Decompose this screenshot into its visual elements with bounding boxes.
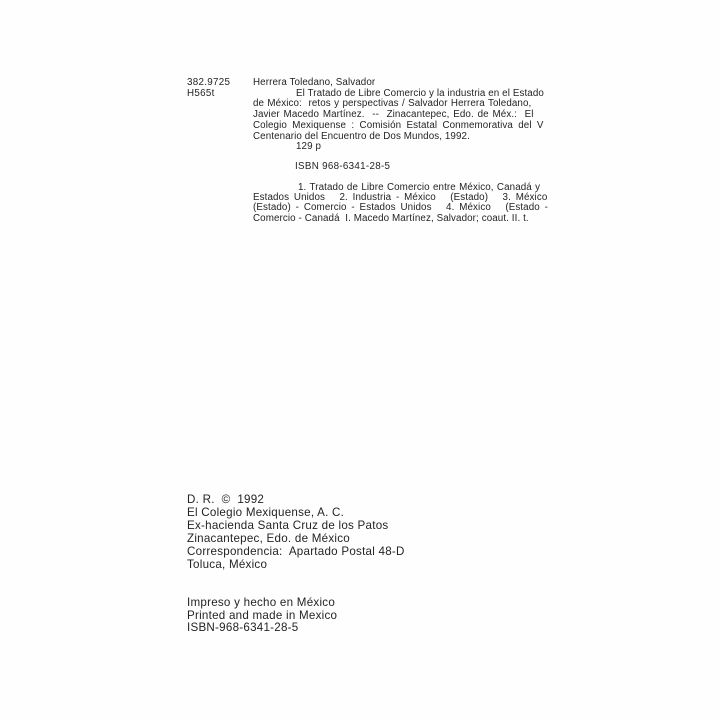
- subject-line: Estados Unidos 2. Industria - México (Estado) 3. México: [253, 192, 548, 204]
- publisher-line: El Colegio Mexiquense, A. C.: [187, 506, 345, 520]
- title-line: Colegio Mexiquense : Comisión Estatal Conmemorativa del V: [253, 119, 544, 131]
- subject-line: (Estado) - Comercio - Estados Unidos 4. México (Estado -: [253, 202, 548, 214]
- subject-line: 1. Tratado de Libre Comercio entre México, Canadá y: [298, 182, 541, 193]
- call-number-class: 382.9725: [187, 77, 231, 88]
- catalog-record: [253, 78, 553, 153]
- address-line: Zinacantepec, Edo. de México: [187, 532, 350, 546]
- title-line: de México: retos y perspectivas / Salvador Herrera Toledano,: [253, 98, 532, 110]
- call-number: [187, 78, 230, 99]
- printed-in-line-es: Impreso y hecho en México: [187, 596, 336, 609]
- title-line: El Tratado de Libre Comercio y la industria en el Estado: [296, 87, 544, 99]
- mail-line: Correspondencia: Apartado Postal 48-D: [187, 545, 405, 559]
- printed-in-line-en: Printed and made in Mexico: [187, 608, 338, 622]
- subject-line: Comercio - Canadá I. Macedo Martínez, Salvador; coaut. II. t.: [253, 212, 529, 224]
- address-line: Ex-hacienda Santa Cruz de los Patos: [187, 519, 389, 533]
- pagination-line: 129 p: [296, 141, 322, 153]
- copyright-block: [187, 493, 405, 572]
- copyright-line: D. R. © 1992: [187, 493, 265, 506]
- isbn-bottom-line: ISBN-968-6341-28-5: [187, 621, 299, 635]
- call-number-cutter: H565t: [187, 87, 215, 99]
- author-line: Herrera Toledano, Salvador: [253, 77, 376, 88]
- subject-tracings: [253, 183, 553, 224]
- printing-block: [187, 597, 337, 635]
- title-line: Centenario del Encuentro de Dos Mundos, 1992.: [253, 130, 470, 142]
- city-line: Toluca, México: [187, 558, 268, 572]
- title-line: Javier Macedo Martínez. -- Zinacantepec, Edo. de Méx.: El: [253, 109, 534, 121]
- isbn-line: ISBN 968-6341-28-5: [295, 161, 391, 172]
